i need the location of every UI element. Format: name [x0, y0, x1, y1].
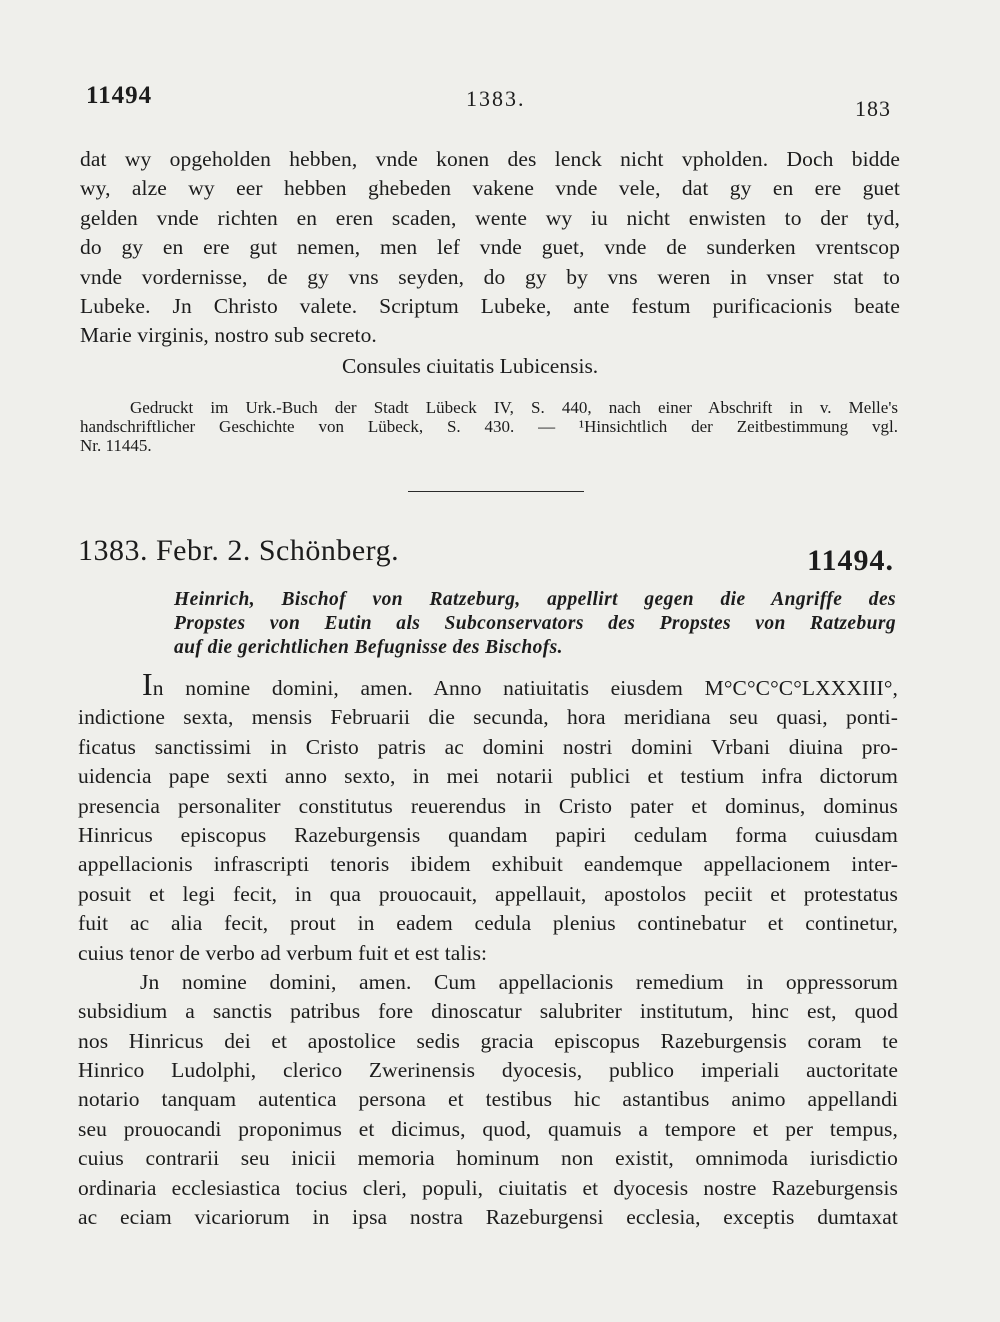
text-line: nos Hinricus dei et apostolice sedis gracia episcopus Razeburgensis coram te: [78, 1028, 898, 1053]
regest-summary: [174, 588, 896, 660]
source-notes: [80, 398, 898, 455]
document-body: [78, 666, 898, 1232]
previous-document-text: [80, 145, 900, 351]
text-line: gelden vnde richten en eren scaden, wente wy iu nicht enwisten to der tyd,: [80, 205, 900, 230]
document-number: 11494.: [807, 544, 894, 577]
text-line: wy, alze wy eer hebben ghebeden vakene vnde vele, dat gy en ere guet: [80, 176, 900, 201]
signature-line: Consules ciuitatis Lubicensis.: [342, 354, 599, 378]
text-line: Lubeke. Jn Christo valete. Scriptum Lubeke, ante festum purificacionis beate: [80, 293, 900, 318]
section-divider: [408, 491, 584, 492]
text-line: cuius tenor de verbo ad verbum fuit et est talis:: [78, 940, 488, 965]
text-line: vnde vordernisse, de gy vns seyden, do gy by vns weren in vnser stat to: [80, 264, 900, 289]
first-line-text: n nomine domini, amen. Anno natiuitatis eiusdem M°C°C°C°LXXXIII°,: [152, 676, 898, 700]
text-line: Jn nomine domini, amen. Cum appellacionis remedium in oppressorum: [140, 969, 898, 994]
text-line: indictione sexta, mensis Februarii die secunda, hora meridiana seu quasi, ponti-: [78, 705, 898, 730]
text-line: subsidium a sanctis patribus fore dinoscatur salubriter institutum, hinc est, quod: [78, 999, 898, 1024]
note-line: handschriftlicher Geschichte von Lübeck, S. 430. — ¹Hinsichtlich der Zeitbestimmung vgl.: [80, 417, 898, 436]
text-line: Hinricus episcopus Razeburgensis quandam papiri cedulam forma cuiusdam: [78, 822, 898, 847]
text-line: uidencia pape sexti anno sexto, in mei notarii publici et testium infra dictorum: [78, 764, 898, 789]
text-line: do gy en ere gut nemen, men lef vnde guet, vnde de sunderken vrentscop: [80, 235, 900, 260]
text-line: ordinaria ecclesiastica tocius cleri, populi, ciuitatis et dyocesis nostre Razeburgensis: [78, 1175, 898, 1200]
document-date-place: 1383. Febr. 2. Schönberg.: [78, 534, 400, 567]
text-line: Hinrico Ludolphi, clerico Zwerinensis dyocesis, publico imperiali auctoritate: [78, 1058, 898, 1083]
text-line: presencia personaliter constitutus reuerendus in Cristo pater et dominus, dominus: [78, 793, 898, 818]
text-line: Marie virginis, nostro sub secreto.: [80, 323, 377, 348]
text-line: ac eciam vicariorum in ipsa nostra Razeburgensi ecclesia, exceptis dumtaxat: [78, 1205, 898, 1230]
document-heading: [78, 534, 898, 578]
text-line: cuius contrarii seu inicii memoria hominum non existit, omnimoda iurisdictio: [78, 1146, 898, 1171]
note-line: Gedruckt im Urk.-Buch der Stadt Lübeck IV, S. 440, nach einer Abschrift in v. Melle's: [130, 398, 898, 417]
text-line: seu prouocandi proponimus et dicimus, quod, quamuis a tempore et per tempus,: [78, 1116, 898, 1141]
text-line: notario tanquam autentica persona et testibus hic astantibus animo appellandi: [78, 1087, 898, 1112]
regest-line: auf die gerichtlichen Befugnisse des Bischofs.: [174, 637, 563, 658]
text-line: posuit et legi fecit, in qua prouocauit, appellauit, apostolos peciit et protestatus: [78, 881, 898, 906]
text-line: ficatus sanctissimi in Cristo patris ac domini nostri domini Vrbani diuina pro-: [78, 734, 898, 759]
page-number: 183: [855, 96, 891, 121]
text-line: [78, 666, 898, 703]
text-line: dat wy opgeholden hebben, vnde konen des lenck nicht vpholden. Doch bidde: [80, 147, 900, 171]
regest-line: Heinrich, Bischof von Ratzeburg, appellirt gegen die Angriffe des: [174, 589, 896, 610]
running-head-year: 1383.: [466, 86, 526, 111]
note-line: Nr. 11445.: [80, 436, 152, 455]
initial-letter: I: [142, 666, 153, 702]
text-line: fuit ac alia fecit, prout in eadem cedula plenius continebatur et continetur,: [78, 911, 898, 936]
text-line: appellacionis infrascripti tenoris ibidem exhibuit eandemque appellacionem inter-: [78, 852, 898, 877]
regest-line: Propstes von Eutin als Subconservators des Propstes von Ratzeburg: [174, 613, 896, 634]
running-head-document-number: 11494: [86, 82, 153, 109]
